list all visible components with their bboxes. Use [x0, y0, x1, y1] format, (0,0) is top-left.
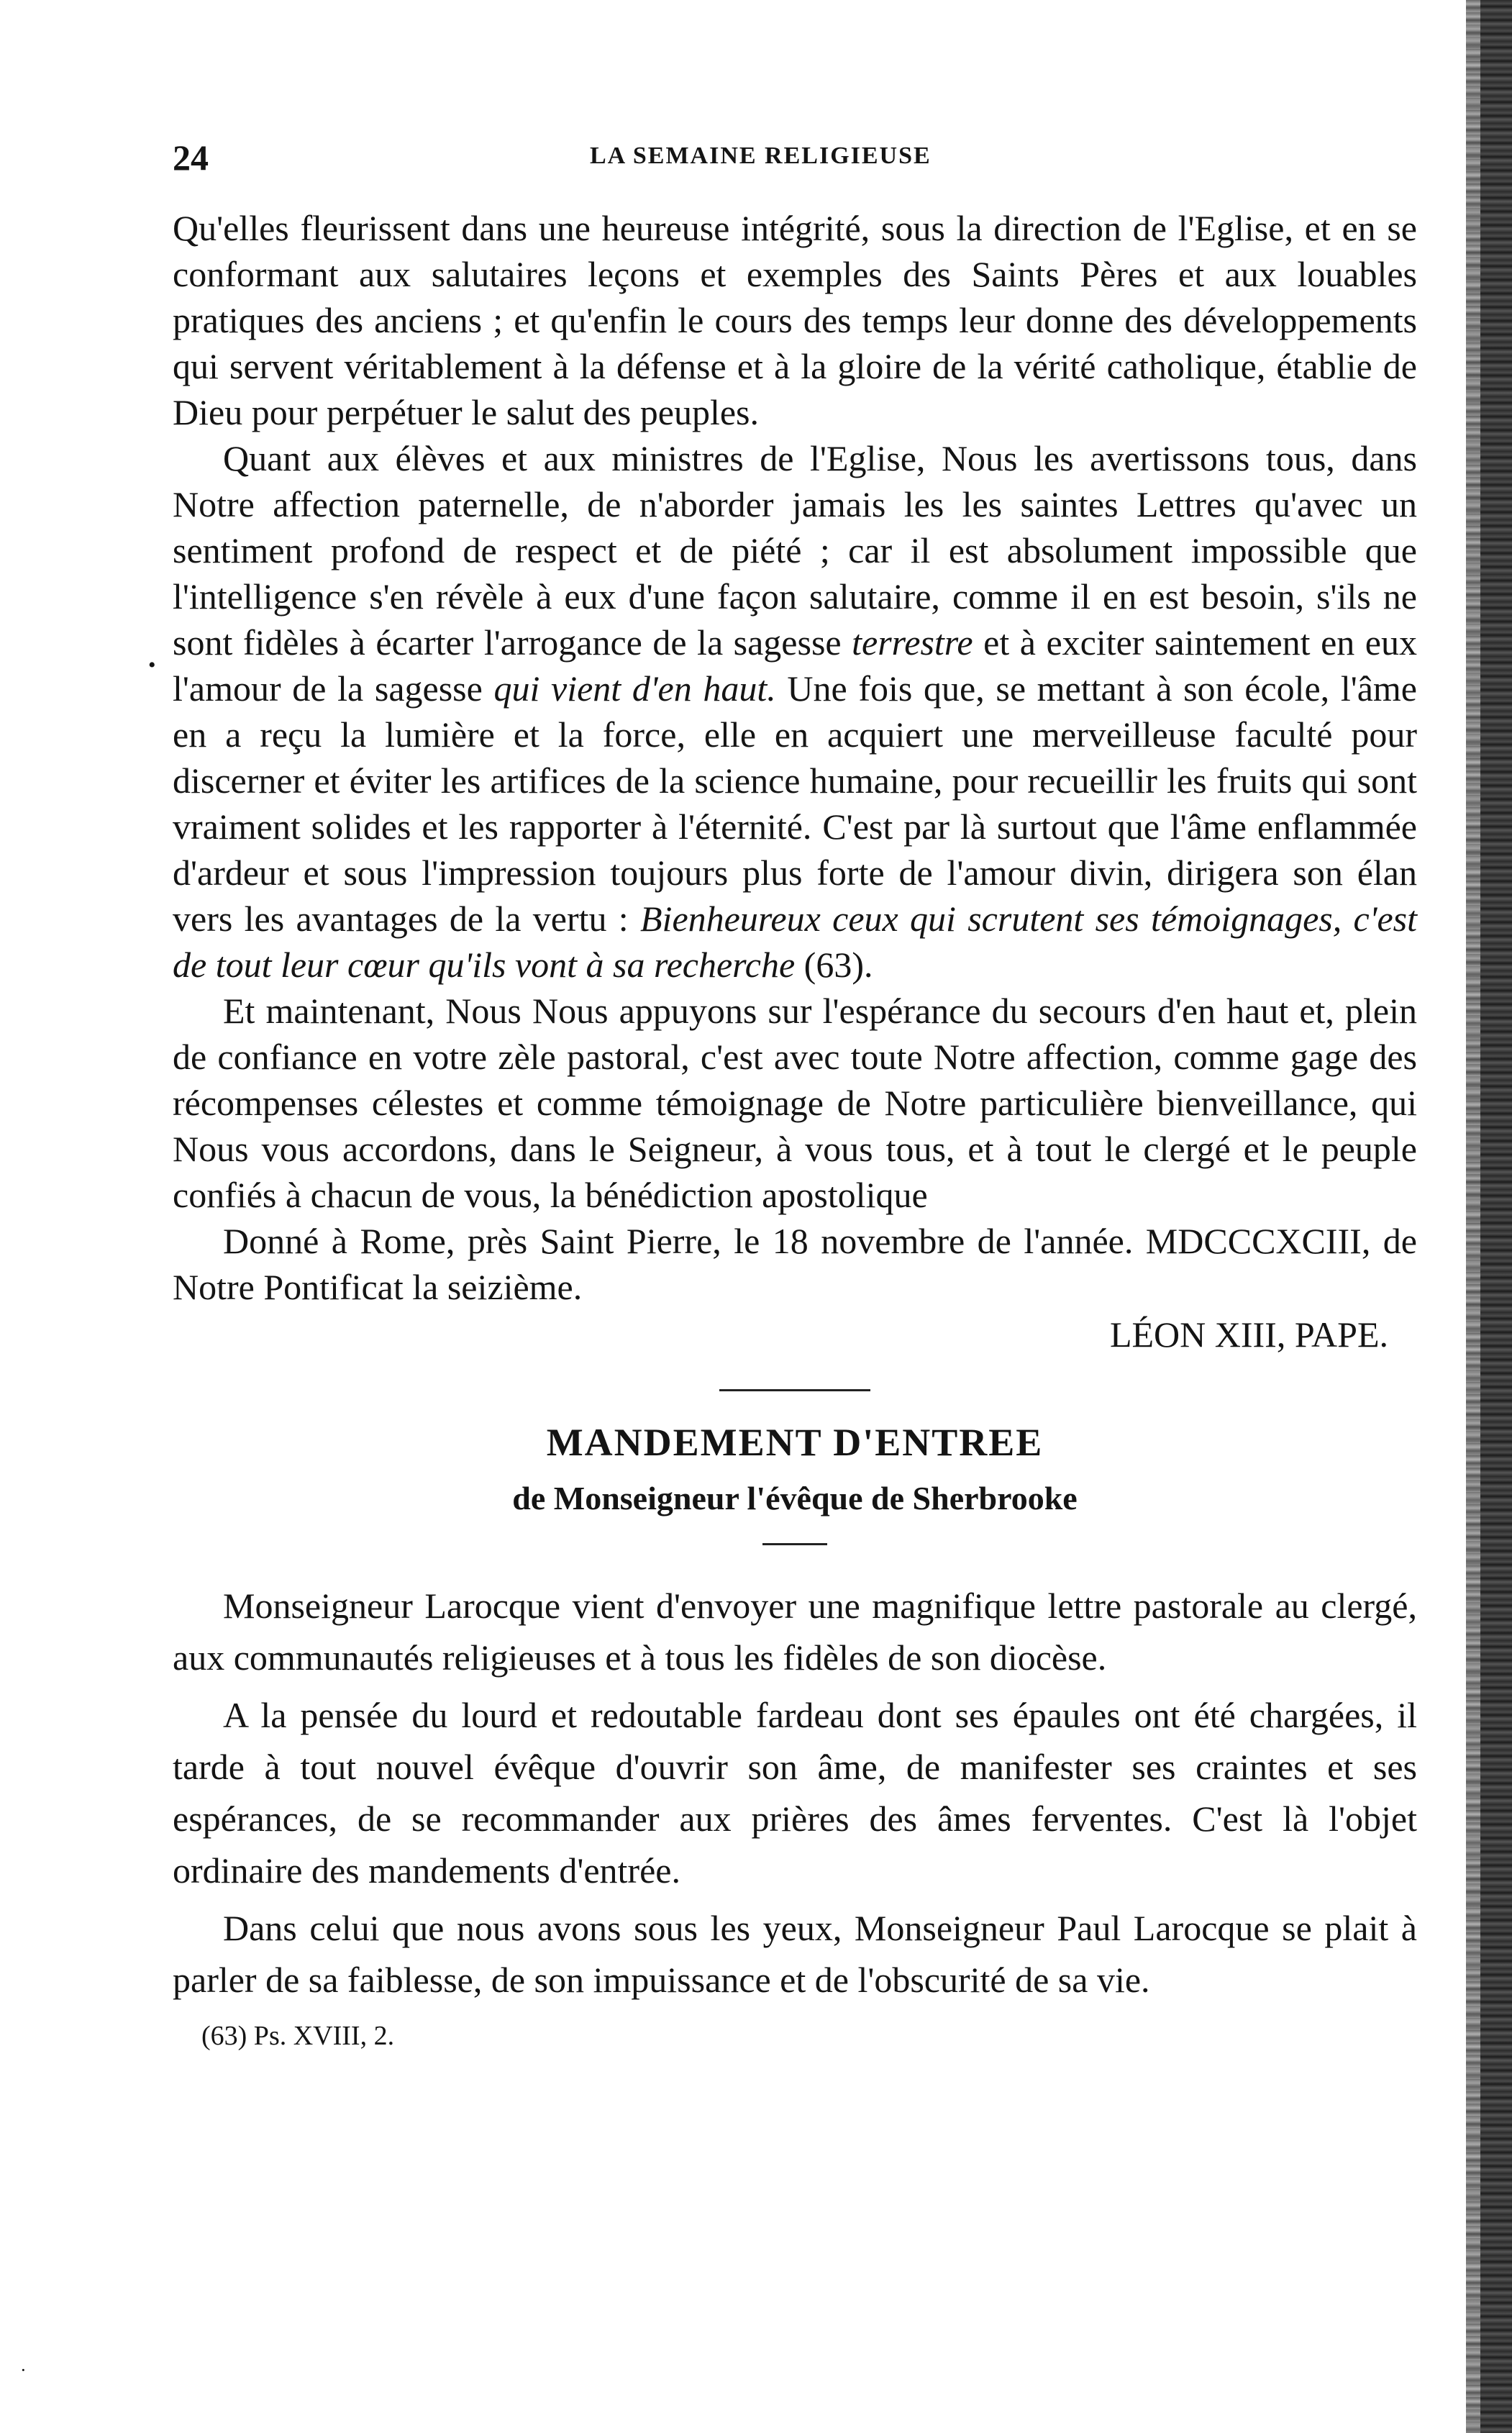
separator-rule: [719, 1389, 870, 1391]
section-title: MANDEMENT D'ENTREE: [546, 1421, 1044, 1464]
text-column: [173, 205, 1417, 2052]
signature: LÉON XIII, PAPE.: [1109, 1314, 1388, 1355]
footnote: (63) Ps. XVIII, 2.: [201, 2021, 395, 2051]
footnote-ref: (63).: [795, 945, 873, 985]
italic-quote: Bienheureux ceux qui scrutent ses témoignages, c'est de tout leur cœur qu'ils vont à sa recherche: [173, 899, 1417, 985]
paragraph: Monseigneur Larocque vient d'envoyer une magnifique lettre pastorale au clergé, aux communautés religieuses et à tous les fidèles de son diocèse.: [173, 1586, 1417, 1678]
paragraph: [173, 435, 1417, 988]
running-title: LA SEMAINE RELIGIEUSE: [590, 142, 932, 169]
page-header: [173, 137, 1417, 180]
encyclical-text: [173, 205, 1417, 1358]
margin-mark: •: [148, 653, 156, 677]
paragraph: Donné à Rome, près Saint Pierre, le 18 novembre de l'année. MDCCCXCIII, de Notre Pontificat la seizième.: [173, 1221, 1417, 1307]
margin-speck: ·: [20, 2360, 27, 2380]
paragraph: Qu'elles fleurissent dans une heureuse intégrité, sous la direction de l'Eglise, et en se conformant aux salutaires leçons et exemples des Saints Pères et aux louables pratiques des anciens ; et qu'enfin le cours des temps leur donne des développements qui servent véritablement à la défense et à la gloire de la vérité catholique, établie de Dieu pour perpétuer le salut des peuples.: [173, 208, 1417, 432]
italic-text: terrestre: [852, 622, 973, 663]
paragraph: Et maintenant, Nous Nous appuyons sur l'espérance du secours d'en haut et, plein de confiance en votre zèle pastoral, c'est avec toute Notre affection, comme gage des récompenses célestes et comme témoignage de Notre particulière bienveillance, qui Nous vous accordons, dans le Seigneur, à vous tous, et à tout le clergé et le peuple confiés à chacun de vous, la bénédiction apostolique: [173, 991, 1417, 1215]
text-run: et à exciter saintement en eux l'amour de la sagesse: [173, 622, 1417, 709]
mandement-text: [173, 1580, 1417, 2006]
separator-rule-short: [762, 1543, 827, 1545]
page-number: 24: [173, 137, 209, 178]
text-run: Une fois que, se mettant à son école, l'âme en a reçu la lumière et la force, elle en acquiert une merveilleuse faculté pour discerner et éviter les artifices de la science humaine, pour recueillir les fruits qui sont vraiment solides et les rapporter à l'éternité. C'est par là surtout que l'âme enflammée d'ardeur et sous l'impression toujours plus forte de l'amour divin, dirigera son élan vers les avantages de la vertu :: [173, 668, 1418, 939]
page-binding-edge: [1466, 0, 1512, 2433]
section-subtitle: de Monseigneur l'évêque de Sherbrooke: [512, 1480, 1078, 1516]
italic-text: qui vient d'en haut.: [493, 668, 776, 709]
paragraph: A la pensée du lourd et redoutable fardeau dont ses épaules ont été chargées, il tarde à tout nouvel évêque d'ouvrir son âme, de manifester ses craintes et ses espérances, de se recommander aux prières des âmes ferventes. C'est là l'objet ordinaire des mandements d'entrée.: [173, 1695, 1417, 1891]
paragraph: Dans celui que nous avons sous les yeux, Monseigneur Paul Larocque se plait à parler de sa faiblesse, de son impuissance et de l'obscurité de sa vie.: [173, 1908, 1417, 2000]
text-run: Quant aux élèves et aux ministres de l'Eglise, Nous les avertissons tous, dans Notre affection paternelle, de n'aborder jamais les les saintes Lettres qu'avec un sentiment profond de respect et de piété ; car il est absolument impossible que l'intelligence s'en révèle à eux d'une façon salutaire, comme il en est besoin, s'ils ne sont fidèles à écarter l'arrogance de la sagesse: [173, 438, 1417, 663]
